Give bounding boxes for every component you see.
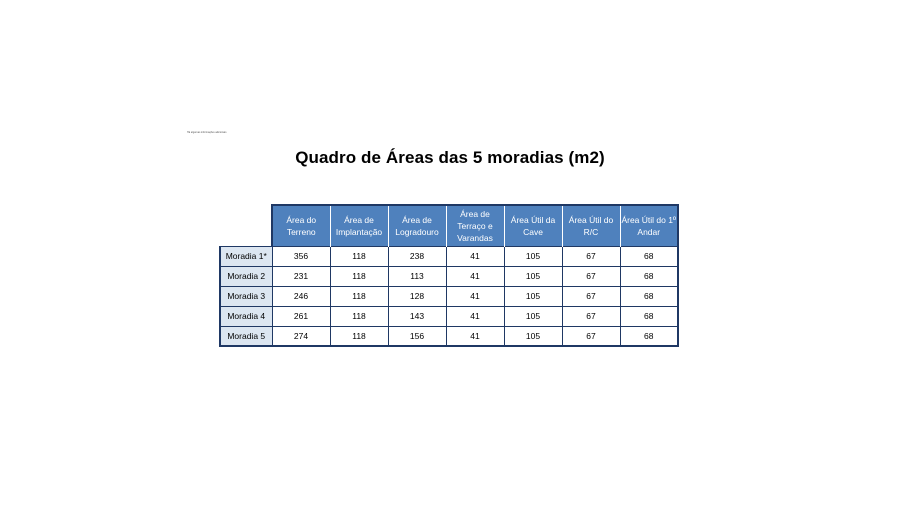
areas-table	[219, 204, 679, 347]
table-row	[220, 266, 678, 286]
table-cell: 67	[562, 306, 620, 326]
row-label: Moradia 4	[220, 306, 272, 326]
table-cell: 105	[504, 246, 562, 266]
table-cell: 118	[330, 286, 388, 306]
table-cell: 41	[446, 266, 504, 286]
table-cell: 41	[446, 286, 504, 306]
table-row	[220, 306, 678, 326]
column-header: Área Útil do R/C	[562, 205, 620, 246]
row-label: Moradia 2	[220, 266, 272, 286]
column-header: Área de Terraço e Varandas	[446, 205, 504, 246]
table-cell: 105	[504, 326, 562, 346]
table-cell: 41	[446, 246, 504, 266]
table-cell: 67	[562, 326, 620, 346]
row-label: Moradia 1*	[220, 246, 272, 266]
table-cell: 41	[446, 326, 504, 346]
column-header: Área de Implantação	[330, 205, 388, 246]
table-cell: 105	[504, 286, 562, 306]
table-cell: 105	[504, 306, 562, 326]
table-cell: 41	[446, 306, 504, 326]
row-label: Moradia 5	[220, 326, 272, 346]
corner-cell	[220, 205, 272, 246]
table-cell: 67	[562, 246, 620, 266]
column-header: Área Útil do 1º Andar	[620, 205, 678, 246]
table-cell: 118	[330, 306, 388, 326]
column-header: Área do Terreno	[272, 205, 330, 246]
table-cell: 105	[504, 266, 562, 286]
table-cell: 246	[272, 286, 330, 306]
column-header: Área Útil da Cave	[504, 205, 562, 246]
table-cell: 113	[388, 266, 446, 286]
table-cell: 68	[620, 266, 678, 286]
table-cell: 68	[620, 246, 678, 266]
table-cell: 261	[272, 306, 330, 326]
table-cell: 156	[388, 326, 446, 346]
table-cell: 68	[620, 326, 678, 346]
tiny-note: Há algumas informações adicionais	[187, 131, 227, 134]
table-cell: 68	[620, 306, 678, 326]
table-cell: 356	[272, 246, 330, 266]
table-cell: 118	[330, 326, 388, 346]
column-header: Área de Logradouro	[388, 205, 446, 246]
page-title: Quadro de Áreas das 5 moradias (m2)	[295, 148, 605, 167]
table-cell: 67	[562, 286, 620, 306]
table-cell: 231	[272, 266, 330, 286]
table-cell: 274	[272, 326, 330, 346]
table-row	[220, 286, 678, 306]
table-cell: 128	[388, 286, 446, 306]
table-cell: 67	[562, 266, 620, 286]
table-cell: 118	[330, 266, 388, 286]
header-row	[220, 205, 678, 246]
table-cell: 118	[330, 246, 388, 266]
row-label: Moradia 3	[220, 286, 272, 306]
table-cell: 68	[620, 286, 678, 306]
table-row	[220, 326, 678, 346]
table-cell: 238	[388, 246, 446, 266]
table-cell: 143	[388, 306, 446, 326]
table-row	[220, 246, 678, 266]
